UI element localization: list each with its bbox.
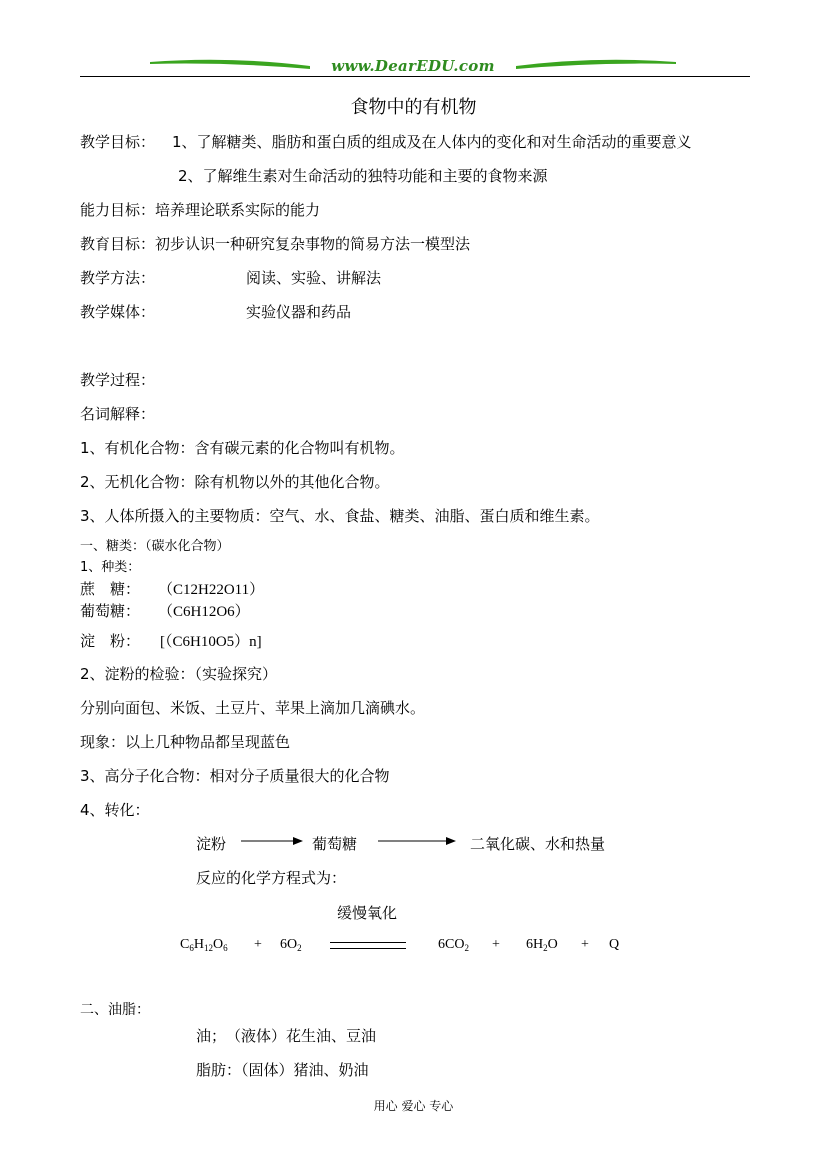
glucose-formula: （C6H12O6） (158, 604, 250, 620)
product-heat: Q (609, 937, 620, 952)
banner-swoosh-right (516, 58, 676, 70)
education-goal: 教育目标：初步认识一种研究复杂事物的简易方法一模型法 (80, 235, 471, 253)
chain-products: 二氧化碳、水和热量 (470, 835, 606, 853)
banner-swoosh-left (150, 58, 310, 70)
teaching-goal-label: 教学目标： (80, 133, 156, 151)
fats-oil: 油； （液体）花生油、豆油 (196, 1027, 377, 1045)
sucrose-formula: （C12H22O11） (158, 582, 265, 598)
chain-glucose: 葡萄糖 (312, 835, 358, 853)
fats-solid: 脂肪：（固体）猪油、奶油 (196, 1061, 369, 1079)
process-heading: 教学过程： (80, 371, 156, 389)
sugar-kinds: 1、种类： (80, 560, 141, 575)
plus-sign: + (254, 937, 262, 952)
teaching-media-label: 教学媒体： (80, 303, 156, 321)
starch-name: 淀 粉： (80, 632, 141, 650)
teaching-goal-2: 2、了解维生素对生命活动的独特功能和主要的食物来源 (178, 167, 548, 185)
site-logo: www.DearEDU.com (331, 57, 495, 75)
sugars-heading: 一、糖类：（碳水化合物） (80, 539, 230, 554)
chain-starch: 淀粉 (196, 835, 227, 853)
reactant-glucose: $C_6H_{12}O_6$ (180, 937, 228, 953)
starch-test-result: 现象：以上几种物品都呈现蓝色 (80, 733, 291, 751)
term-inorganic: 2、无机化合物：除有机物以外的其他化合物。 (80, 473, 390, 491)
sucrose-name: 蔗 糖： (80, 580, 141, 598)
reactant-oxygen: $6O_2$ (280, 937, 302, 953)
starch-test-heading: 2、淀粉的检验：（实验探究） (80, 665, 278, 683)
teaching-media-value: 实验仪器和药品 (246, 303, 352, 321)
term-organic: 1、有机化合物：含有碳元素的化合物叫有机物。 (80, 439, 405, 457)
starch-formula: [（C6H10O5）n] (160, 634, 262, 650)
product-water: $6H_2O$ (526, 937, 558, 953)
fats-heading: 二、油脂： (80, 1002, 150, 1018)
starch-test-step: 分别向面包、米饭、土豆片、苹果上滴加几滴碘水。 (80, 699, 426, 717)
teaching-goal-1: 1、了解糖类、脂肪和蛋白质的组成及在人体内的变化和对生命活动的重要意义 (172, 133, 692, 151)
equals-sign (330, 942, 406, 949)
plus-sign: + (581, 937, 589, 952)
arrow-right-icon (241, 836, 303, 846)
teaching-method-label: 教学方法： (80, 269, 156, 287)
polymer-definition: 3、高分子化合物：相对分子质量很大的化合物 (80, 767, 390, 785)
term-main-substances: 3、人体所摄入的主要物质：空气、水、食盐、糖类、油脂、蛋白质和维生素。 (80, 507, 600, 525)
equation-intro: 反应的化学方程式为： (196, 869, 347, 887)
conversion-heading: 4、转化： (80, 801, 150, 819)
header-rule (80, 76, 750, 77)
reaction-condition: 缓慢氧化 (337, 904, 398, 922)
terms-heading: 名词解释： (80, 405, 156, 423)
plus-sign: + (492, 937, 500, 952)
ability-goal: 能力目标：培养理论联系实际的能力 (80, 201, 321, 219)
glucose-name: 葡萄糖： (80, 602, 141, 620)
product-co2: $6CO_2$ (438, 937, 469, 953)
page-title: 食物中的有机物 (350, 97, 477, 118)
arrow-right-icon (378, 836, 456, 846)
teaching-method-value: 阅读、实验、讲解法 (246, 269, 382, 287)
page-footer: 用心 爱心 专心 (373, 1099, 454, 1113)
